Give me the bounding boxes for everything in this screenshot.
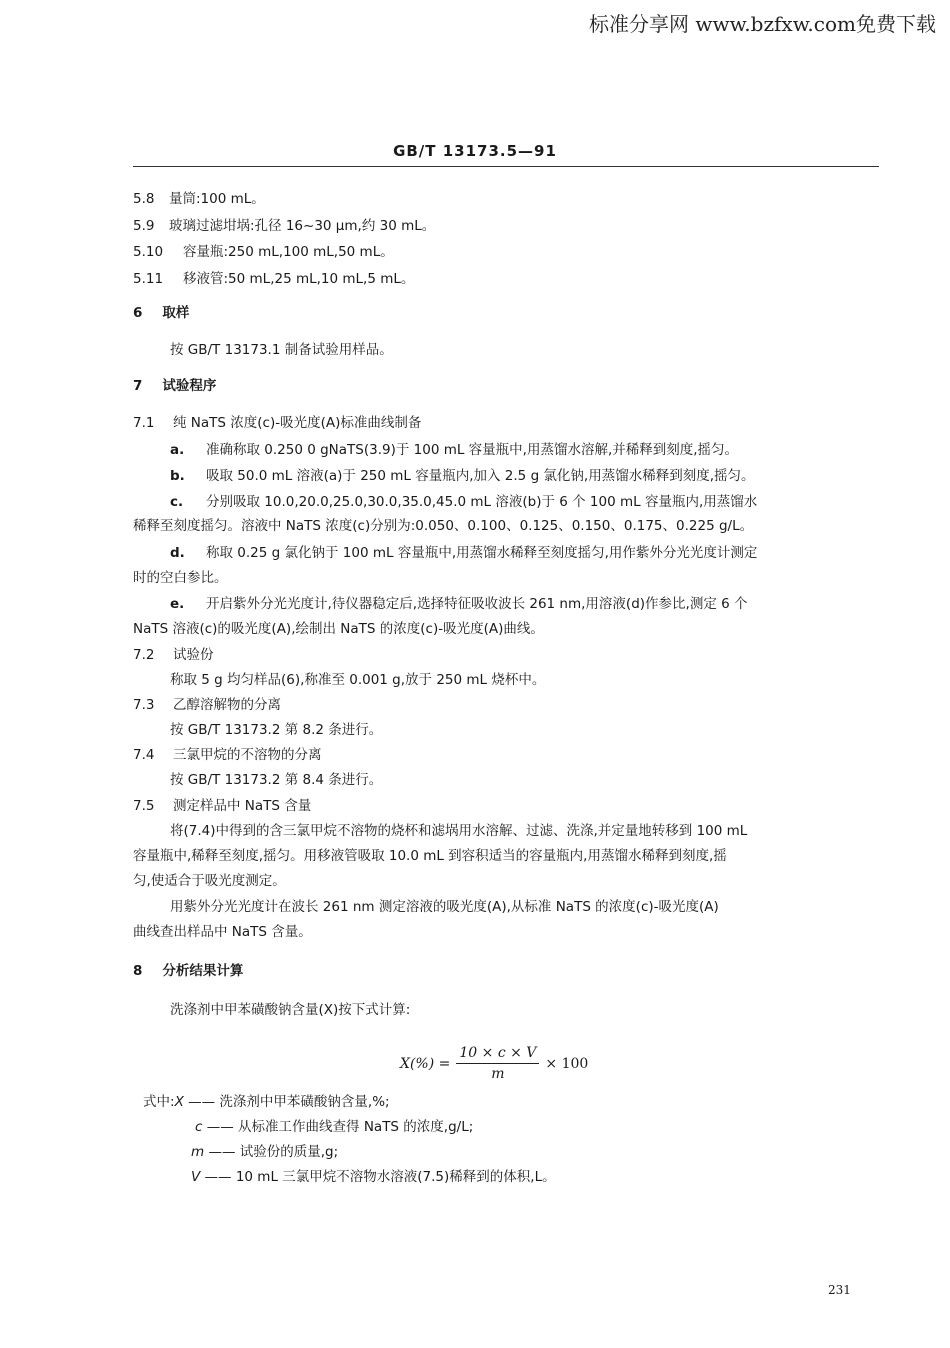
- subsection-title: 乙醇溶解物的分离: [173, 697, 281, 713]
- subsection-7-1-heading: [133, 414, 421, 432]
- step-text: 吸取 50.0 mL 溶液(a)于 250 mL 容量瓶内,加入 2.5 g 氯化钠,用蒸馏水稀释到刻度,摇匀。: [206, 468, 755, 484]
- step-text: 开启紫外分光光度计,待仪器稳定后,选择特征吸收波长 261 nm,用溶液(d)作参比,测定 6 个: [206, 596, 748, 612]
- section-title: 试验程序: [162, 378, 217, 394]
- where-desc: —— 10 mL 三氯甲烷不溶物水溶液(7.5)稀释到的体积,L。: [204, 1169, 556, 1185]
- item-number: 5.10: [133, 244, 164, 260]
- step-text: 准确称取 0.250 0 gNaTS(3.9)于 100 mL 容量瓶中,用蒸馏水溶解,并稀释到刻度,摇匀。: [206, 442, 739, 458]
- step-d: [170, 544, 757, 562]
- section-title: 分析结果计算: [162, 963, 244, 979]
- step-c: [170, 493, 757, 511]
- step-d-continued: 时的空白参比。: [133, 570, 228, 586]
- header-rule: [133, 166, 879, 167]
- where-line-c: [195, 1118, 473, 1136]
- section-8-intro: 洗涤剂中甲苯磺酸钠含量(X)按下式计算:: [170, 1002, 411, 1018]
- step-label: b.: [170, 468, 185, 484]
- where-symbol: c: [195, 1119, 203, 1135]
- formula-lhs: X(%) =: [400, 1055, 451, 1072]
- formula-numerator: 10 × c × V: [456, 1045, 539, 1064]
- step-label: a.: [170, 442, 185, 458]
- section-number: 6: [133, 305, 143, 321]
- subsection-number: 7.5: [133, 798, 155, 814]
- paragraph-line: 匀,使适合于吸光度测定。: [133, 873, 286, 889]
- paragraph-line: 曲线查出样品中 NaTS 含量。: [133, 924, 312, 940]
- formula-fraction: [456, 1045, 539, 1082]
- section-6-heading: [133, 304, 189, 322]
- subsection-number: 7.1: [133, 415, 155, 431]
- subsection-7-3-body: 按 GB/T 13173.2 第 8.2 条进行。: [170, 722, 383, 738]
- section-7-heading: [133, 377, 216, 395]
- item-5-9: [133, 217, 435, 235]
- item-number: 5.8: [133, 191, 155, 207]
- where-symbol: X: [174, 1094, 184, 1110]
- item-5-11: [133, 270, 414, 288]
- step-a: [170, 441, 738, 459]
- section-number: 8: [133, 963, 143, 979]
- paragraph-line: 用紫外分光光度计在波长 261 nm 测定溶液的吸光度(A),从标准 NaTS 的浓度(c)-吸光度(A): [170, 899, 719, 915]
- where-lead: 式中:: [143, 1094, 175, 1110]
- formula-rhs: × 100: [545, 1055, 589, 1072]
- subsection-7-5-heading: [133, 797, 311, 815]
- where-line-v: [191, 1168, 556, 1186]
- step-label: c.: [170, 494, 184, 510]
- subsection-number: 7.2: [133, 647, 155, 663]
- where-line-x: [143, 1093, 390, 1111]
- step-label: d.: [170, 545, 185, 561]
- where-desc: —— 从标准工作曲线查得 NaTS 的浓度,g/L;: [206, 1119, 474, 1135]
- item-5-8: [133, 190, 265, 208]
- step-text: 分别吸取 10.0,20.0,25.0,30.0,35.0,45.0 mL 溶液(b)于 6 个 100 mL 容量瓶内,用蒸馏水: [206, 494, 758, 510]
- formula-denominator: m: [491, 1066, 505, 1082]
- section-title: 取样: [162, 305, 190, 321]
- subsection-7-2-body: 称取 5 g 均匀样品(6),称准至 0.001 g,放于 250 mL 烧杯中。: [170, 672, 546, 688]
- item-number: 5.11: [133, 271, 164, 287]
- where-desc: —— 洗涤剂中甲苯磺酸钠含量,%;: [188, 1094, 390, 1110]
- page-number: 231: [828, 1283, 851, 1297]
- subsection-number: 7.4: [133, 747, 155, 763]
- step-b: [170, 467, 755, 485]
- item-number: 5.9: [133, 218, 155, 234]
- item-5-10: [133, 243, 394, 261]
- step-e-continued: NaTS 溶液(c)的吸光度(A),绘制出 NaTS 的浓度(c)-吸光度(A)曲线。: [133, 621, 544, 637]
- subsection-title: 测定样品中 NaTS 含量: [173, 798, 312, 814]
- where-desc: —— 试验份的质量,g;: [208, 1144, 339, 1160]
- subsection-title: 试验份: [173, 647, 214, 663]
- section-6-body: 按 GB/T 13173.1 制备试验用样品。: [170, 342, 393, 358]
- item-text: 容量瓶:250 mL,100 mL,50 mL。: [183, 244, 394, 260]
- step-c-continued: 稀释至刻度摇匀。溶液中 NaTS 浓度(c)分别为:0.050、0.100、0.125、0.150、0.175、0.225 g/L。: [133, 518, 754, 534]
- where-symbol: V: [191, 1169, 201, 1185]
- section-8-heading: [133, 962, 243, 980]
- step-e: [170, 595, 748, 613]
- paragraph-line: 容量瓶中,稀释至刻度,摇匀。用移液管吸取 10.0 mL 到容积适当的容量瓶内,用蒸馏水稀释到刻度,摇: [133, 848, 727, 864]
- subsection-7-2-heading: [133, 646, 214, 664]
- subsection-7-3-heading: [133, 696, 281, 714]
- item-text: 移液管:50 mL,25 mL,10 mL,5 mL。: [183, 271, 415, 287]
- subsection-number: 7.3: [133, 697, 155, 713]
- where-symbol: m: [191, 1144, 205, 1160]
- standard-header: GB/T 13173.5—91: [393, 142, 557, 160]
- step-text: 称取 0.25 g 氯化钠于 100 mL 容量瓶中,用蒸馏水稀释至刻度摇匀,用作紫外分光光度计测定: [206, 545, 758, 561]
- section-number: 7: [133, 378, 143, 394]
- subsection-title: 三氯甲烷的不溶物的分离: [173, 747, 322, 763]
- paragraph-line: 将(7.4)中得到的含三氯甲烷不溶物的烧杯和滤埚用水溶解、过滤、洗涤,并定量地转移到 100 mL: [170, 823, 748, 839]
- subsection-title: 纯 NaTS 浓度(c)-吸光度(A)标准曲线制备: [173, 415, 422, 431]
- item-text: 量筒:100 mL。: [169, 191, 265, 207]
- subsection-7-4-heading: [133, 746, 322, 764]
- where-line-m: [191, 1143, 338, 1161]
- formula: [400, 1045, 588, 1082]
- watermark-text: 标准分享网 www.bzfxw.com免费下载: [588, 12, 936, 36]
- subsection-7-4-body: 按 GB/T 13173.2 第 8.4 条进行。: [170, 772, 383, 788]
- item-text: 玻璃过滤坩埚:孔径 16~30 μm,约 30 mL。: [169, 218, 436, 234]
- step-label: e.: [170, 596, 185, 612]
